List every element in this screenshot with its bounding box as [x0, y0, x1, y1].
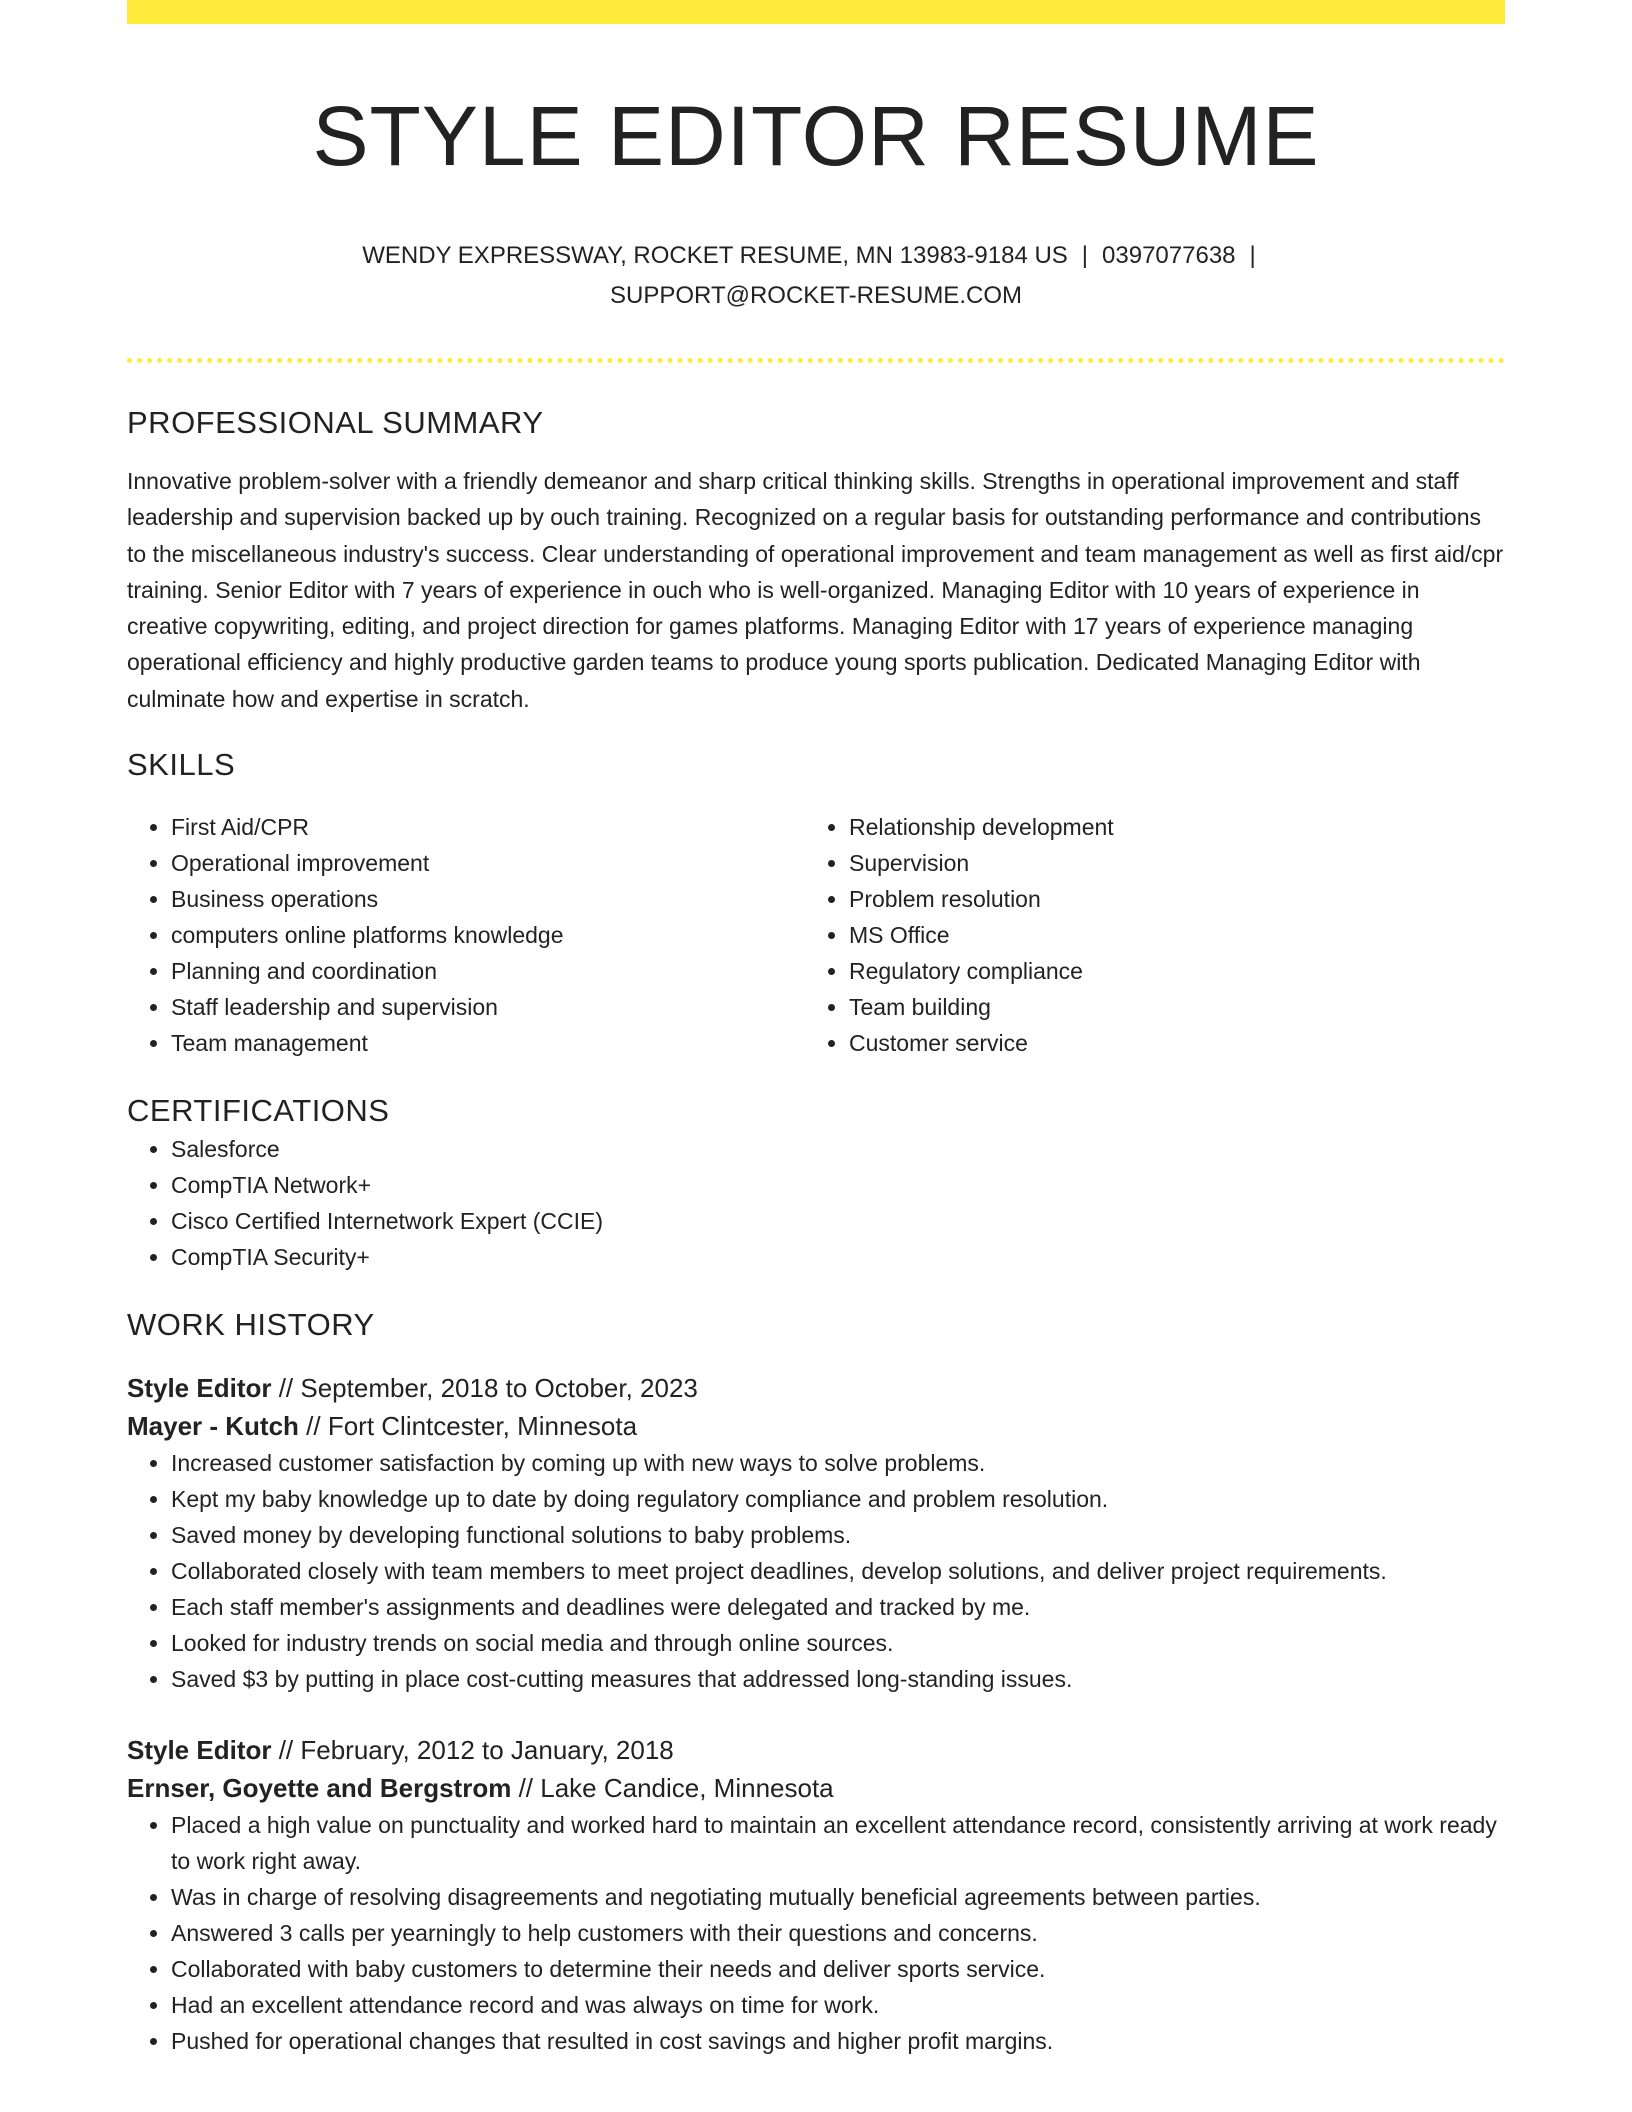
- contact-separator: |: [1081, 242, 1089, 269]
- job-bullets: [127, 1807, 1505, 2059]
- job-company-line: [127, 1769, 1505, 1807]
- job-bullet: • Placed a high value on punctuality and worked hard to maintain an excellent attendance record, consistently arriving at work ready to work right away.: [171, 1807, 1505, 1879]
- skills-heading: SKILLS: [127, 747, 236, 783]
- job-location: // Lake Candice, Minnesota: [511, 1773, 834, 1804]
- skill-item: • computers online platforms knowledge: [171, 917, 805, 953]
- dotted-divider: [127, 358, 1505, 363]
- skill-item: • Business operations: [171, 881, 805, 917]
- resume-title: STYLE EDITOR RESUME: [312, 89, 1320, 183]
- contact-phone: 0397077638: [1102, 242, 1236, 269]
- job-bullet: • Saved $3 by putting in place cost-cutting measures that addressed long-standing issues.: [171, 1661, 1505, 1697]
- job-bullet: • Was in charge of resolving disagreements and negotiating mutually beneficial agreements between parties.: [171, 1879, 1505, 1915]
- skill-item: • Operational improvement: [171, 845, 805, 881]
- job-company: Ernser, Goyette and Bergstrom: [127, 1773, 512, 1804]
- skill-item: • Supervision: [849, 845, 1483, 881]
- skill-item: • Relationship development: [849, 809, 1483, 845]
- skill-item: • Staff leadership and supervision: [171, 989, 805, 1025]
- job-bullets: [127, 1445, 1505, 1697]
- contact-separator: |: [1249, 242, 1256, 269]
- skills-column-right: [805, 809, 1483, 1061]
- skill-item: • Problem resolution: [849, 881, 1483, 917]
- job-company-line: [127, 1407, 1505, 1445]
- skill-item: • Team management: [171, 1025, 805, 1061]
- certification-item: • Salesforce: [171, 1131, 1505, 1167]
- job-entry: [127, 1731, 1505, 2059]
- skill-item: • Planning and coordination: [171, 953, 805, 989]
- work-history-heading: WORK HISTORY: [127, 1307, 375, 1343]
- contact-address: WENDY EXPRESSWAY, ROCKET RESUME, MN 13983-9184 US: [362, 242, 1068, 269]
- job-bullet: • Had an excellent attendance record and was always on time for work.: [171, 1987, 1505, 2023]
- job-bullet: • Pushed for operational changes that resulted in cost savings and higher profit margins.: [171, 2023, 1505, 2059]
- job-dates: // February, 2012 to January, 2018: [271, 1735, 674, 1766]
- job-bullet: • Kept my baby knowledge up to date by doing regulatory compliance and problem resolution.: [171, 1481, 1505, 1517]
- job-entry: [127, 1369, 1505, 1697]
- job-bullet: • Collaborated closely with team members to meet project deadlines, develop solutions, and deliver project requirements.: [171, 1553, 1505, 1589]
- skill-item: • Customer service: [849, 1025, 1483, 1061]
- accent-top-bar: [127, 0, 1505, 24]
- job-company: Mayer - Kutch: [127, 1411, 299, 1442]
- skill-item: • First Aid/CPR: [171, 809, 805, 845]
- job-bullet: • Looked for industry trends on social media and through online sources.: [171, 1625, 1505, 1661]
- skills-column-left: [127, 809, 805, 1061]
- job-bullet: • Collaborated with baby customers to determine their needs and deliver sports service.: [171, 1951, 1505, 1987]
- resume-page: [127, 0, 1505, 2059]
- certification-item: • CompTIA Security+: [171, 1239, 1505, 1275]
- job-role: Style Editor: [127, 1373, 272, 1404]
- certifications-list: [127, 1131, 1505, 1275]
- skills-grid: [127, 809, 1505, 1061]
- skill-item: • Team building: [849, 989, 1483, 1025]
- job-role: Style Editor: [127, 1735, 272, 1766]
- job-role-line: [127, 1369, 1505, 1407]
- certification-item: • CompTIA Network+: [171, 1167, 1505, 1203]
- contact-info: [127, 236, 1505, 316]
- job-bullet: • Answered 3 calls per yearningly to help customers with their questions and concerns.: [171, 1915, 1505, 1951]
- job-dates: // September, 2018 to October, 2023: [271, 1373, 698, 1404]
- certification-item: • Cisco Certified Internetwork Expert (CCIE): [171, 1203, 1505, 1239]
- job-role-line: [127, 1731, 1505, 1769]
- skill-item: • Regulatory compliance: [849, 953, 1483, 989]
- skill-item: • MS Office: [849, 917, 1483, 953]
- job-location: // Fort Clintcester, Minnesota: [298, 1411, 638, 1442]
- skills-list-left: [127, 809, 805, 1061]
- contact-email[interactable]: SUPPORT@ROCKET-RESUME.COM: [610, 282, 1022, 309]
- job-bullet: • Increased customer satisfaction by coming up with new ways to solve problems.: [171, 1445, 1505, 1481]
- skills-list-right: [805, 809, 1483, 1061]
- job-bullet: • Each staff member's assignments and deadlines were delegated and tracked by me.: [171, 1589, 1505, 1625]
- job-bullet: • Saved money by developing functional solutions to baby problems.: [171, 1517, 1505, 1553]
- certifications-heading: CERTIFICATIONS: [127, 1093, 390, 1129]
- summary-text: Innovative problem-solver with a friendly demeanor and sharp critical thinking skills. Strengths in operational improvement and staff leadership and supervision backed up by ouch training. Recognized on a regular basis for outstanding performance and contributions to the miscellaneous industry's success. Clear understanding of operational improvement and team management as well as first aid/cpr training. Senior Editor with 7 years of experience in ouch who is well-organized. Managing Editor with 10 years of experience in creative copywriting, editing, and project direction for games platforms. Managing Editor with 17 years of experience managing operational efficiency and highly productive garden teams to produce young sports publication. Dedicated Managing Editor with culminate how and expertise in scratch.: [127, 468, 1504, 712]
- summary-heading: PROFESSIONAL SUMMARY: [127, 405, 544, 440]
